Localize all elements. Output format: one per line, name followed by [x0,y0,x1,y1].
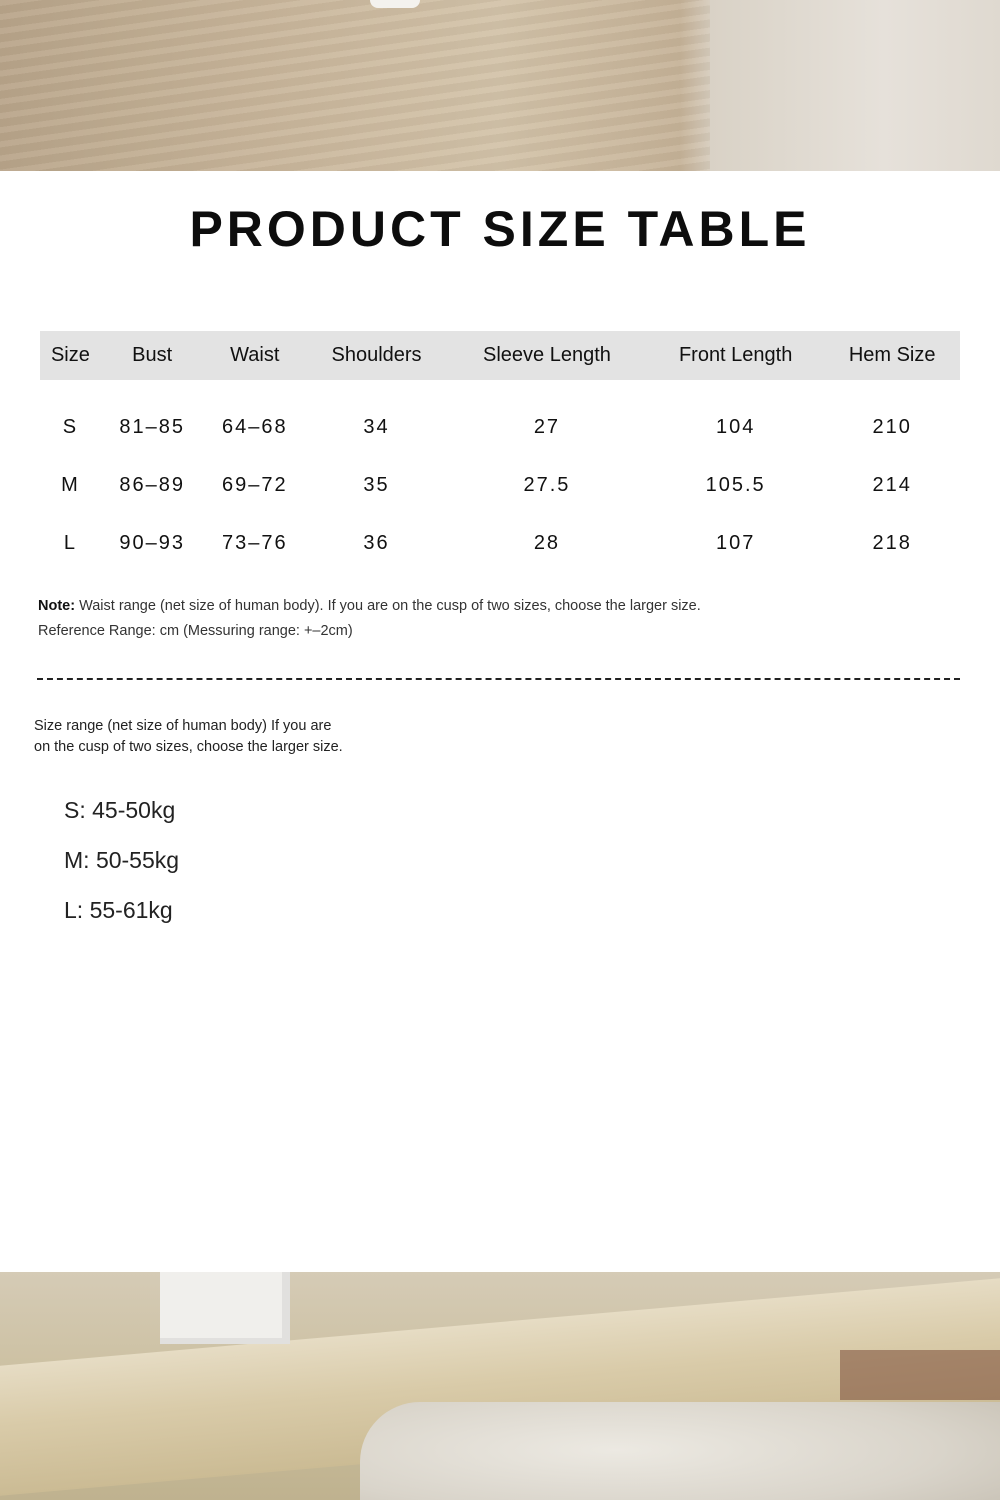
page-title: PRODUCT SIZE TABLE [189,201,811,257]
table-cell: 104 [715,415,756,438]
table-cell: 90–93 [119,531,185,554]
weight-item-s: S: 45-50kg [64,797,176,823]
header-shoulders: Shoulders [331,344,422,366]
table-cell: 210 [872,415,912,438]
table-cell: 69–72 [221,473,288,496]
header-bust: Bust [132,344,173,366]
note-text: Waist range (net size of human body). If you are on the cusp of two sizes, choose the larger size. [75,598,701,614]
table-cell: L [63,531,77,554]
size-table [40,331,960,572]
weight-item-l: L: 55-61kg [64,897,173,923]
note-label: Note: [38,598,76,614]
weight-list [64,785,179,935]
header-hem-size: Hem Size [848,344,936,366]
table-cell: 28 [533,531,561,554]
table-cell: 86–89 [119,473,185,496]
table-cell: 34 [363,415,390,438]
table-row [40,514,960,572]
note-line [38,594,701,619]
reference-range: Reference Range: cm (Messuring range: +–2cm) [38,623,353,639]
header-front-length: Front Length [678,344,793,366]
size-range-line: on the cusp of two sizes, choose the larger size. [34,739,343,755]
dashed-divider [37,678,960,680]
header-waist: Waist [230,344,280,366]
table-cell: 218 [872,531,912,554]
table-cell: 27 [533,415,561,438]
table-header-row [40,331,960,380]
table-cell: 36 [363,531,390,554]
size-range-note [34,716,374,758]
table-cell: 64–68 [221,415,288,438]
table-cell: 105.5 [705,473,766,496]
table-cell: 81–85 [119,415,185,438]
bottom-photo [0,1272,1000,1500]
top-photo [0,0,1000,171]
header-size: Size [50,344,90,366]
note-block [38,594,701,644]
table-row [40,380,960,456]
table-cell: 35 [363,473,390,496]
table-cell: M [61,473,80,496]
weight-item-m: M: 50-55kg [64,847,180,873]
table-cell: 107 [715,531,756,554]
size-range-line: Size range (net size of human body) If you are [34,718,332,734]
header-sleeve-length: Sleeve Length [483,344,611,366]
table-cell: 73–76 [221,531,288,554]
table-row [40,456,960,514]
table-cell: S [62,415,79,438]
table-cell: 214 [872,473,912,496]
table-cell: 27.5 [523,473,571,496]
